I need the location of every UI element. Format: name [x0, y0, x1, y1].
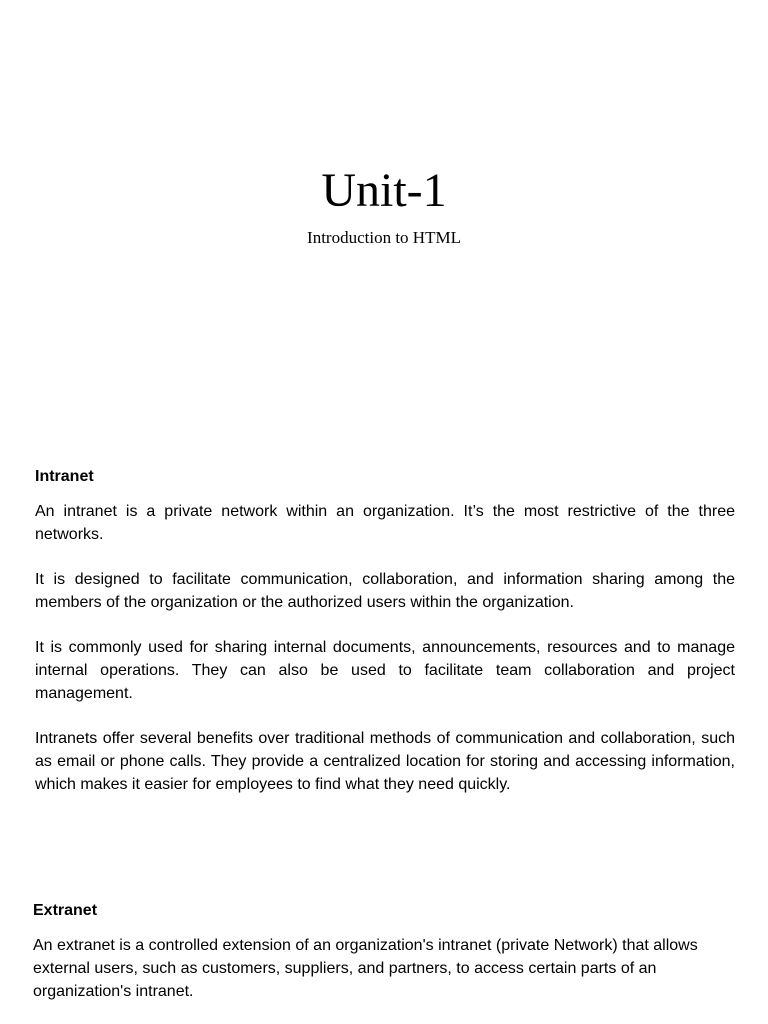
paragraph: It is designed to facilitate communication, collaboration, and information sharing among the members of the organization or the authorized users within the organization. — [35, 571, 735, 611]
document-title: Unit-1 — [321, 164, 447, 217]
paragraph: An intranet is a private network within an organization. It’s the most restrictive of the three networks. — [35, 503, 735, 543]
section-intranet — [35, 465, 735, 796]
paragraph: It is commonly used for sharing internal documents, announcements, resources and to manage internal operations. They can also be used to facilitate team collaboration and project management. — [35, 639, 735, 702]
paragraph: Intranets offer several benefits over traditional methods of communication and collaboration, such as email or phone calls. They provide a centralized location for storing and accessing information, which makes it easier for employees to find what they need quickly. — [35, 730, 735, 793]
paragraph: An extranet is a controlled extension of an organization's intranet (private Network) that allows external users, such as customers, suppliers, and partners, to access certain parts of an organization's intranet. — [33, 937, 698, 1000]
section-heading-extranet: Extranet — [33, 902, 98, 919]
section-extranet — [33, 899, 737, 1003]
section-heading-intranet: Intranet — [35, 468, 94, 485]
document-subtitle: Introduction to HTML — [307, 228, 461, 247]
title-block — [0, 163, 768, 249]
